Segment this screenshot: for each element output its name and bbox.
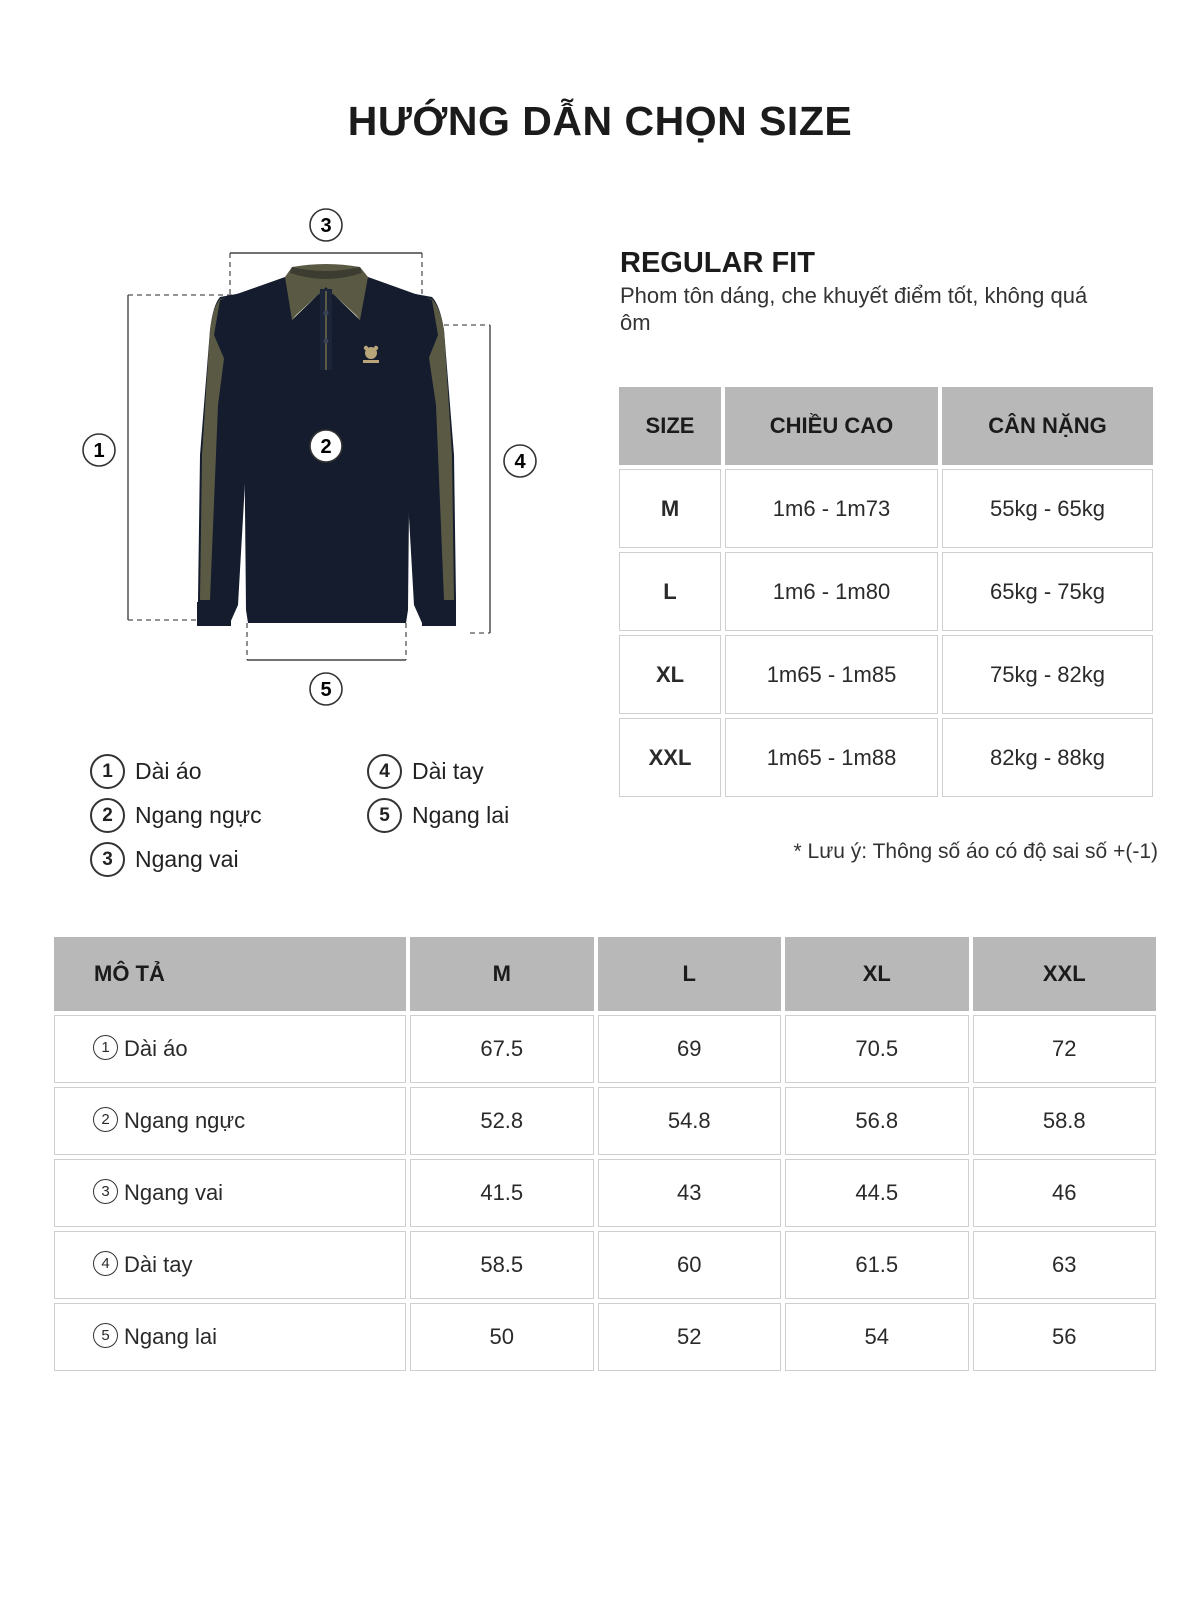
table-row (54, 1159, 1156, 1227)
value-cell: 52.8 (410, 1087, 594, 1155)
legend-label: Dài áo (135, 758, 202, 784)
svg-text:2: 2 (320, 436, 332, 458)
legend-number: 1 (90, 754, 125, 789)
page-title: HƯỚNG DẪN CHỌN SIZE (347, 98, 853, 144)
value-cell: 69 (598, 1015, 782, 1083)
column-header: M (410, 937, 594, 1011)
size-cell: XXL (619, 718, 721, 797)
table-row (619, 552, 1153, 631)
value-cell: 63 (973, 1231, 1157, 1299)
value-cell: 56 (973, 1303, 1157, 1371)
value-cell: 54.8 (598, 1087, 782, 1155)
row-number: 2 (93, 1107, 118, 1132)
svg-text:3: 3 (320, 215, 332, 237)
size-cell: XL (619, 635, 721, 714)
marker-4 (504, 445, 536, 477)
table-row (619, 635, 1153, 714)
weight-cell: 82kg - 88kg (942, 718, 1153, 797)
column-header: CÂN NẶNG (942, 387, 1153, 465)
table-row (619, 718, 1153, 797)
svg-text:4: 4 (514, 451, 526, 473)
height-cell: 1m6 - 1m73 (725, 469, 938, 548)
value-cell: 44.5 (785, 1159, 969, 1227)
legend-label: Ngang ngực (135, 802, 262, 828)
table-row (54, 1015, 1156, 1083)
table-row (54, 1087, 1156, 1155)
svg-text:5: 5 (320, 679, 332, 701)
value-cell: 61.5 (785, 1231, 969, 1299)
fit-title: REGULAR FIT (620, 247, 815, 279)
marker-1 (83, 434, 115, 466)
column-header: CHIỀU CAO (725, 387, 938, 465)
size-cell: L (619, 552, 721, 631)
shirt-diagram (70, 205, 570, 725)
tolerance-note: * Lưu ý: Thông số áo có độ sai số +(-1) (793, 840, 1158, 863)
svg-text:1: 1 (93, 440, 105, 462)
value-cell: 52 (598, 1303, 782, 1371)
description-cell (54, 1159, 406, 1227)
row-number: 5 (93, 1323, 118, 1348)
table-row (54, 1231, 1156, 1299)
column-header: SIZE (619, 387, 721, 465)
row-label: Dài tay (124, 1251, 193, 1277)
value-cell: 54 (785, 1303, 969, 1371)
weight-cell: 75kg - 82kg (942, 635, 1153, 714)
legend-number: 3 (90, 842, 125, 877)
value-cell: 50 (410, 1303, 594, 1371)
description-cell (54, 1231, 406, 1299)
value-cell: 46 (973, 1159, 1157, 1227)
row-label: Ngang vai (124, 1179, 224, 1205)
row-label: Dài áo (124, 1035, 188, 1061)
description-cell (54, 1303, 406, 1371)
row-label: Ngang lai (124, 1323, 217, 1349)
table-row (54, 1303, 1156, 1371)
legend-number: 2 (90, 798, 125, 833)
description-cell (54, 1087, 406, 1155)
value-cell: 58.5 (410, 1231, 594, 1299)
row-number: 1 (93, 1035, 118, 1060)
size-table (615, 383, 1157, 801)
table-header-row (54, 937, 1156, 1011)
marker-5 (310, 673, 342, 705)
row-label: Ngang ngực (124, 1107, 246, 1133)
legend-item (90, 798, 262, 833)
shirt-illustration (70, 205, 570, 725)
table-row (619, 469, 1153, 548)
legend-label: Dài tay (412, 758, 484, 784)
legend-item (367, 798, 509, 833)
marker-2 (310, 430, 342, 462)
legend-number: 5 (367, 798, 402, 833)
value-cell: 67.5 (410, 1015, 594, 1083)
size-cell: M (619, 469, 721, 548)
value-cell: 60 (598, 1231, 782, 1299)
legend-item (90, 842, 239, 877)
legend-number: 4 (367, 754, 402, 789)
value-cell: 72 (973, 1015, 1157, 1083)
value-cell: 58.8 (973, 1087, 1157, 1155)
height-cell: 1m65 - 1m88 (725, 718, 938, 797)
value-cell: 56.8 (785, 1087, 969, 1155)
fit-description: Phom tôn dáng, che khuyết điểm tốt, không quá ôm (620, 283, 1088, 335)
weight-cell: 55kg - 65kg (942, 469, 1153, 548)
bear-logo-icon (363, 346, 379, 363)
value-cell: 43 (598, 1159, 782, 1227)
measurement-table (50, 933, 1160, 1375)
height-cell: 1m65 - 1m85 (725, 635, 938, 714)
table-header-row (619, 387, 1153, 465)
column-header: XL (785, 937, 969, 1011)
value-cell: 41.5 (410, 1159, 594, 1227)
weight-cell: 65kg - 75kg (942, 552, 1153, 631)
legend-label: Ngang lai (412, 802, 510, 828)
legend-item (90, 754, 201, 789)
legend-label: Ngang vai (135, 846, 239, 872)
marker-3 (310, 209, 342, 241)
column-header: XXL (973, 937, 1157, 1011)
value-cell: 70.5 (785, 1015, 969, 1083)
height-cell: 1m6 - 1m80 (725, 552, 938, 631)
legend-item (367, 754, 484, 789)
row-number: 4 (93, 1251, 118, 1276)
column-header: MÔ TẢ (54, 937, 406, 1011)
column-header: L (598, 937, 782, 1011)
row-number: 3 (93, 1179, 118, 1204)
description-cell (54, 1015, 406, 1083)
